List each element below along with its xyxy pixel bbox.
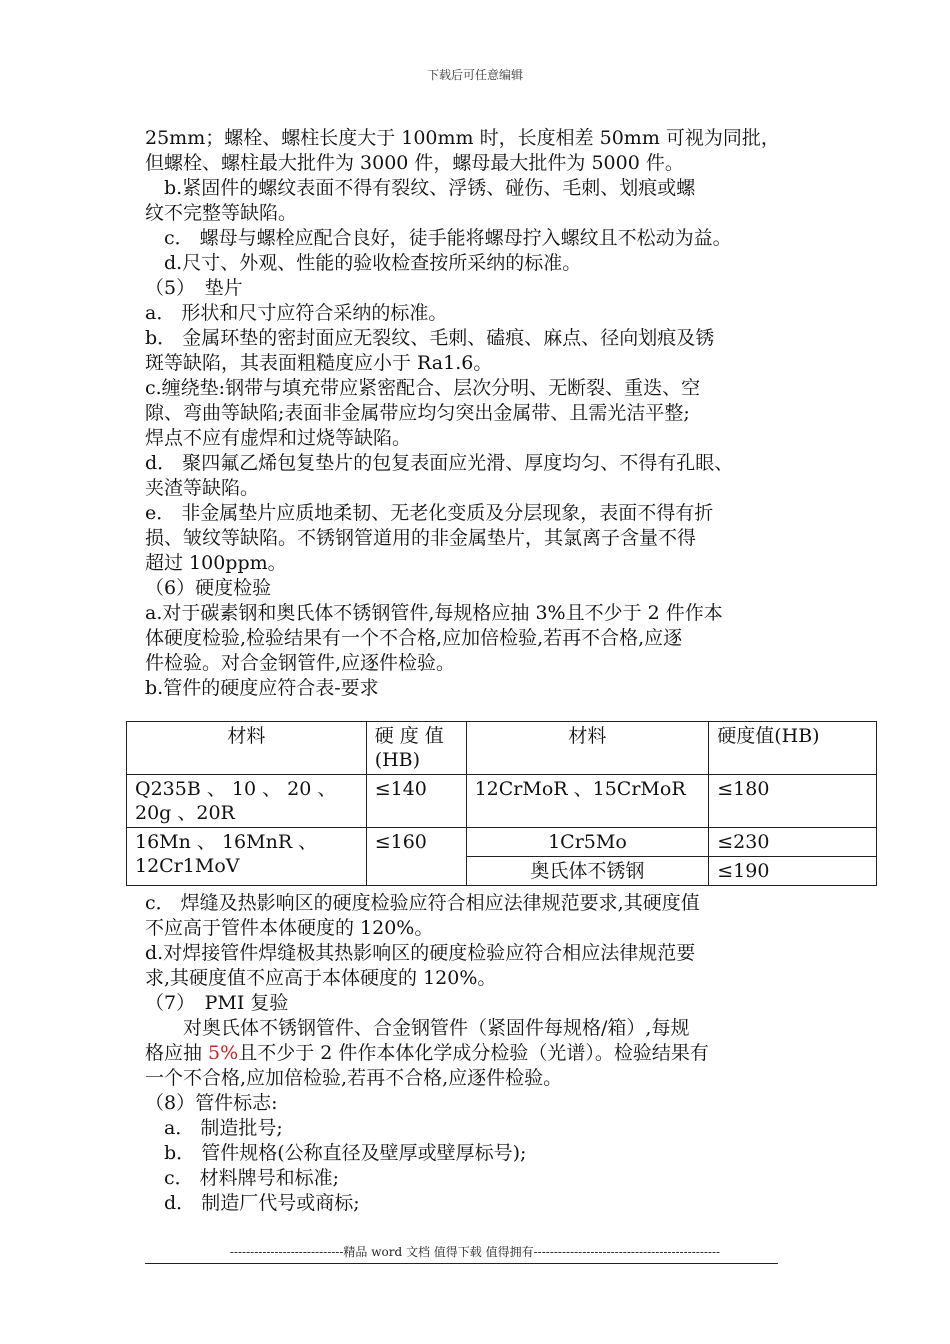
- table-row: [127, 775, 877, 828]
- text-line: 25mm；螺栓、螺柱长度大于 100mm 时，长度相差 50mm 可视为同批，: [145, 127, 780, 149]
- col-header-material: 材料: [466, 722, 709, 775]
- table-header-row: [127, 722, 877, 775]
- table-row: [127, 828, 877, 857]
- text-line: c.缠绕垫:钢带与填充带应紧密配合、层次分明、无断裂、重迭、空: [145, 377, 701, 399]
- table-cell: 16Mn 、 16MnR 、 12Cr1MoV: [127, 828, 367, 886]
- table-cell: ≤140: [366, 775, 466, 828]
- text-line: d.对焊接管件焊缝极其热影响区的硬度检验应符合相应法律规范要: [145, 942, 696, 964]
- text-line: c． 焊缝及热影响区的硬度检验应符合相应法律规范要求,其硬度值: [145, 892, 700, 914]
- text-span: 格应抽: [145, 1042, 209, 1064]
- text-line: a.对于碳素钢和奥氏体不锈钢管件,每规格应抽 3%且不少于 2 件作本: [145, 602, 723, 624]
- text-line: 焊点不应有虚焊和过烧等缺陷。: [145, 427, 412, 449]
- list-item: d． 制造厂代号或商标;: [145, 1192, 360, 1214]
- table-cell: 12CrMoR 、15CrMoR: [466, 775, 709, 828]
- text-line: 一个不合格,应加倍检验,若再不合格,应逐件检验。: [145, 1067, 563, 1089]
- page-header: 下载后可任意编辑: [426, 68, 523, 82]
- text-line: 但螺栓、螺柱最大批件为 3000 件，螺母最大批件为 5000 件。: [145, 152, 684, 174]
- text-line: c． 螺母与螺栓应配合良好，徒手能将螺母拧入螺纹且不松动为益。: [145, 227, 732, 249]
- list-item: b． 管件规格(公称直径及壁厚或壁厚标号);: [145, 1142, 527, 1164]
- text-line: d.尺寸、外观、性能的验收检查按所采纳的标准。: [145, 252, 582, 274]
- table-cell: ≤160: [366, 828, 466, 886]
- text-line: 件检验。对合金钢管件,应逐件检验。: [145, 652, 456, 674]
- text-line: 体硬度检验,检验结果有一个不合格,应加倍检验,若再不合格,应逐: [145, 627, 683, 649]
- text-line: 夹渣等缺陷。: [145, 477, 260, 499]
- col-header-material: 材料: [127, 722, 367, 775]
- text-line: 对奥氏体不锈钢管件、合金钢管件（紧固件每规格/箱）,每规: [145, 1017, 690, 1039]
- footer-divider: [145, 1263, 778, 1264]
- table-cell: ≤230: [709, 828, 877, 857]
- text-span: 且不少于 2 件作本体化学成分检验（光谱）。检验结果有: [238, 1042, 709, 1064]
- list-item: a． 制造批号;: [145, 1117, 283, 1139]
- table-cell: 1Cr5Mo: [466, 828, 709, 857]
- text-line: 斑等缺陷，其表面粗糙度应小于 Ra1.6。: [145, 352, 493, 374]
- table-cell: ≤190: [709, 857, 877, 886]
- list-item: c． 材料牌号和标准;: [145, 1167, 340, 1189]
- text-line: 隙、弯曲等缺陷;表面非金属带应均匀突出金属带、且需光洁平整;: [145, 402, 690, 424]
- page-footer: ----------------------------精品 word 文档 值得下载 值得拥有----------------------------------------------: [229, 1245, 721, 1259]
- text-line: d． 聚四氟乙烯包复垫片的包复表面应光滑、厚度均匀、不得有孔眼、: [145, 452, 734, 474]
- section-heading: （6）硬度检验: [145, 577, 272, 599]
- table-cell: Q235B 、 10 、 20 、 20g 、20R: [127, 775, 367, 828]
- text-line: b.管件的硬度应符合表-要求: [145, 677, 379, 699]
- text-line: b.紧固件的螺纹表面不得有裂纹、浮锈、碰伤、毛刺、划痕或螺: [145, 177, 696, 199]
- section-heading: （5） 垫片: [145, 277, 243, 299]
- hardness-table: [126, 721, 877, 886]
- highlight-percent: 5%: [208, 1042, 239, 1064]
- text-line: a． 形状和尺寸应符合采纳的标准。: [145, 302, 448, 324]
- text-line: 纹不完整等缺陷。: [145, 202, 298, 224]
- col-header-hardness: 硬 度 值 (HB): [366, 722, 466, 775]
- text-line: 求,其硬度值不应高于本体硬度的 120%。: [145, 967, 497, 989]
- section-heading: （8）管件标志:: [145, 1092, 278, 1114]
- text-line: b． 金属环垫的密封面应无裂纹、毛刺、磕痕、麻点、径向划痕及锈: [145, 327, 715, 349]
- table-cell: ≤180: [709, 775, 877, 828]
- text-line: [145, 1041, 709, 1065]
- text-line: 不应高于管件本体硬度的 120%。: [145, 917, 434, 939]
- section-heading: （7） PMI 复验: [145, 992, 289, 1014]
- col-header-hardness: 硬度值(HB): [709, 722, 877, 775]
- text-line: 损、皱纹等缺陷。不锈钢管道用的非金属垫片，其氯离子含量不得: [145, 527, 697, 549]
- text-line: e． 非金属垫片应质地柔韧、无老化变质及分层现象，表面不得有折: [145, 502, 714, 524]
- text-line: 超过 100ppm。: [145, 552, 287, 574]
- table-cell: 奥氏体不锈钢: [466, 857, 709, 886]
